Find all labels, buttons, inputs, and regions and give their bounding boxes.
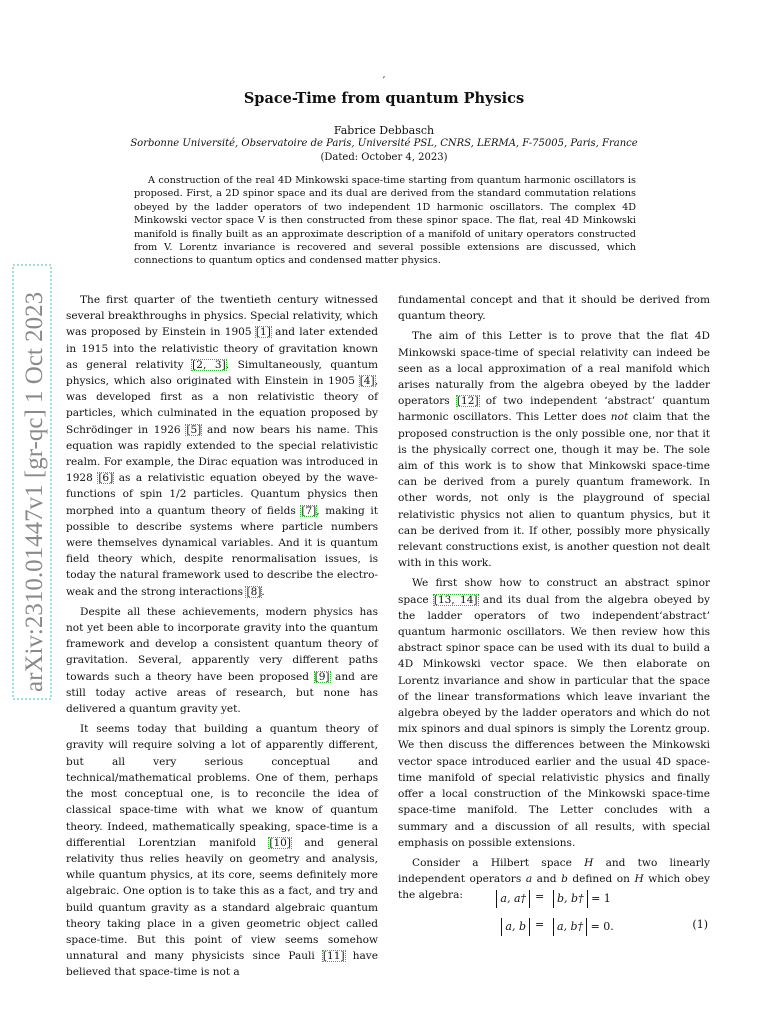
equation-row: [398, 914, 710, 940]
paper-title: Space-Time from quantum Physics: [243, 90, 525, 107]
equation-number: (1): [692, 918, 708, 931]
citation-link[interactable]: [9]: [314, 670, 330, 683]
citation-link[interactable]: [8]: [246, 585, 262, 598]
equals-sign: =: [535, 918, 545, 931]
commutator: a, b† = 0.: [553, 918, 614, 936]
citation-link[interactable]: [2, 3]: [192, 358, 226, 371]
arxiv-stamp-text: arXiv:2310.01447v1 [gr-qc] 1 Oct 2023: [21, 291, 48, 692]
paragraph: Consider a Hilbert space H and two linearly independent operators a and b defined on H which obey the algebra:: [398, 856, 711, 902]
body-column-left: [66, 292, 378, 985]
citation-link[interactable]: [7]: [301, 504, 317, 517]
citation-link[interactable]: [10]: [269, 836, 292, 849]
math-symbol: b: [561, 873, 568, 886]
citation-link[interactable]: [6]: [98, 472, 114, 485]
equals-sign: =: [535, 890, 545, 903]
paper-author: Fabrice Debbasch: [333, 124, 435, 137]
paragraph: Despite all these achievements, modern physics has not yet been able to incorporate gravity into the quantum framework and develop a consistent quantum theory of gravitation. Several, apparently very different paths towards such a theory have been proposed [9] and are still today active areas of research, but none has delivered a quantum gravity yet.: [66, 605, 378, 716]
paragraph: The aim of this Letter is to prove that the flat 4D Minkowski space-time of special relativity can indeed be seen as a local approximation of a real manifold which arises naturally from the algebra obeyed by the ladder operators [12] of two independent ‘abstract’ quantum harmonic oscillators. This Letter does not claim that the proposed construction is the only possible one, nor that it is the physically correct one, though it may be. The sole aim of this work is to show that Minkowski space-time can be derived from a purely quantum framework. In other words, not only is the playground of special relativistic physics not alien to quantum physics, but it can be derived from it. If other, possibly more physically relevant constructions exist, is another question not dealt with in this work.: [398, 330, 710, 570]
arxiv-identifier-stamp[interactable]: [10, 262, 54, 702]
citation-link[interactable]: [12]: [456, 395, 479, 408]
math-symbol: a: [525, 873, 533, 886]
commutator: a, a†: [496, 890, 530, 908]
citation-link[interactable]: [4]: [359, 375, 375, 388]
paper-date: (Dated: October 4, 2023): [320, 152, 448, 163]
arxiv-stamp-graphic: [10, 262, 54, 702]
citation-link[interactable]: [1]: [255, 326, 271, 339]
hilbert-space-symbol: H: [584, 856, 594, 869]
citation-link[interactable]: [13, 14]: [433, 593, 478, 606]
paragraph: We first show how to construct an abstract spinor space [13, 14] and its dual from the algebra obeyed by the ladder operators of two independent‘abstract’ quantum harmonic oscillators. We then review how this abstract spinor space can be used with its dual to build a 4D Minkowski vector space. We then elaborate on Lorentz invariance and show in particular that the space of the linear transformations which leave invariant the algebra obeyed by the ladder operators and which do not mix spinors and dual spinors is simply the Lorentz group. We then discuss the differences between the Minkowski vector space introduced earlier and the usual 4D space-time manifold of special relativistic physics and finally offer a local construction of the Minkowski space-time space-time manifold. The Letter concludes with a summary and a discussion of all results, with special emphasis on possible extensions.: [398, 577, 710, 849]
citation-link[interactable]: [11]: [322, 950, 345, 963]
emphasis: not: [610, 411, 629, 424]
paper-abstract: A construction of the real 4D Minkowski space-time starting from quantum harmonic oscillators is proposed. First, a 2D spinor space and its dual are derived from the standard commutation relations obeyed by the ladder operators of two independent 1D harmonic oscillators. The complex 4D Minkowski vector space V is then constructed from these spinor space. The flat, real 4D Minkowski manifold is finally built as an approximate description of a manifold of unitary operators constructed from V. Lorentz invariance is recovered and several possible extensions are discussed, which connections to quantum optics and condensed matter physics.: [134, 175, 636, 267]
citation-link[interactable]: [5]: [186, 423, 202, 436]
commutator: b, b† = 1: [553, 890, 611, 908]
paragraph: The first quarter of the twentieth century witnessed several breakthroughs in physics. Special relativity, which was proposed by Einstein in 1905 [1] and later extended in 1915 into the relativistic theory of gravitation known as general relativity [2, 3]. Simultaneously, quantum physics, which also originated with Einstein in 1905 [4], was developed first as a non relativistic theory of particles, which culminated in the equation proposed by Schrödinger in 1926 [5] and now bears his name. This equation was rapidly extended to the special relativistic realm. For example, the Dirac equation was introduced in 1928 [6] as a relativistic equation obeyed by the wave-functions of spin 1/2 particles. Quantum physics then morphed into a quantum theory of fields [7], making it possible to describe systems where particle numbers were themselves dynamical variables. And it is quantum field theory which, despite renormalisation issues, is today the natural framework used to describe the electro-weak and the strong interactions [8].: [66, 294, 379, 598]
commutator: a, b: [501, 918, 530, 936]
paragraph: It seems today that building a quantum theory of gravity will require solving a lot of apparently different, but all very serious conceptual and technical/mathematical problems. One of them, perhaps the most conceptual one, is to reconcile the idea of classical space-time with what we know of quantum theory. Indeed, mathematically speaking, space-time is a differential Lorentzian manifold [10] and general relativity thus relies heavily on geometry and analysis, while quantum physics, at its core, seems definitely more algebraic. One option is to take this as a fact, and try and build quantum gravity as a standard algebraic quantum theory taking place in a given geometric object called space-time. But this point of view seems somehow unnatural and many physicists since Pauli [11] have believed that space-time is not a: [66, 723, 378, 979]
equation-1: [398, 882, 710, 938]
header-mark: ,: [382, 70, 386, 80]
paragraph: fundamental concept and that it should be derived from quantum theory.: [398, 294, 710, 323]
paper-affiliation: Sorbonne Université, Observatoire de Paris, Université PSL, CNRS, LERMA, F-75005, Paris, France: [130, 138, 638, 149]
body-column-right: [398, 292, 710, 908]
equation-row: [398, 886, 710, 912]
hilbert-space-symbol: H: [634, 873, 644, 886]
